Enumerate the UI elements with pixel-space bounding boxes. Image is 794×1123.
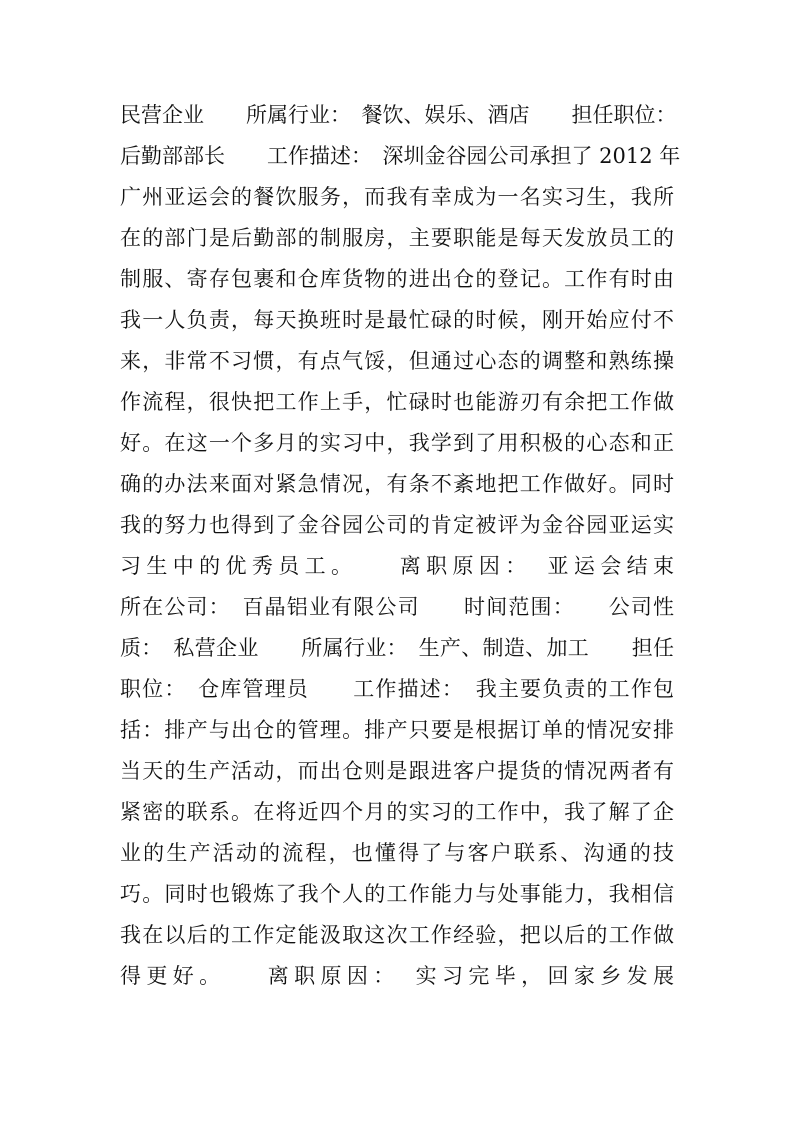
text-line: 习生中的优秀员工。 离职原因： 亚运会结束 (120, 554, 674, 578)
text-line: 在的部门是后勤部的制服房，主要职能是每天发放员工的 (120, 226, 674, 250)
text-line: 质： 私营企业 所属行业： 生产、制造、加工 担任 (120, 636, 674, 660)
text-line: 广州亚运会的餐饮服务，而我有幸成为一名实习生，我所 (120, 185, 674, 209)
text-line: 好。在这一个多月的实习中，我学到了用积极的心态和正 (120, 431, 674, 455)
text-line: 括：排产与出仓的管理。排产只要是根据订单的情况安排 (120, 718, 674, 742)
text-line: 我一人负责，每天换班时是最忙碌的时候，刚开始应付不 (120, 308, 674, 332)
body-text (120, 95, 681, 997)
text-line: 职位： 仓库管理员 工作描述： 我主要负责的工作包 (120, 677, 674, 701)
text-line: 确的办法来面对紧急情况，有条不紊地把工作做好。同时 (120, 472, 674, 496)
text-line: 我的努力也得到了金谷园公司的肯定被评为金谷园亚运实 (120, 513, 674, 537)
text-line: 制服、寄存包裹和仓库货物的进出仓的登记。工作有时由 (120, 267, 674, 291)
text-line: 巧。同时也锻炼了我个人的工作能力与处事能力，我相信 (120, 882, 674, 906)
text-line: 当天的生产活动，而出仓则是跟进客户提货的情况两者有 (120, 759, 674, 783)
text-line: 来，非常不习惯，有点气馁，但通过心态的调整和熟练操 (120, 349, 674, 373)
text-line: 民营企业 所属行业： 餐饮、娱乐、酒店 担任职位： (120, 103, 677, 127)
text-line: 紧密的联系。在将近四个月的实习的工作中，我了解了企 (120, 800, 674, 824)
text-line: 作流程，很快把工作上手，忙碌时也能游刃有余把工作做 (120, 390, 674, 414)
text-line: 得更好。 离职原因： 实习完毕，回家乡发展 (120, 964, 674, 988)
text-line: 业的生产活动的流程，也懂得了与客户联系、沟通的技 (120, 841, 674, 865)
text-line: 后勤部部长 工作描述： 深圳金谷园公司承担了 2012 年 (120, 144, 681, 168)
text-line: 我在以后的工作定能汲取这次工作经验，把以后的工作做 (120, 923, 674, 947)
text-line: 所在公司： 百晶铝业有限公司 时间范围： 公司性 (120, 595, 674, 619)
